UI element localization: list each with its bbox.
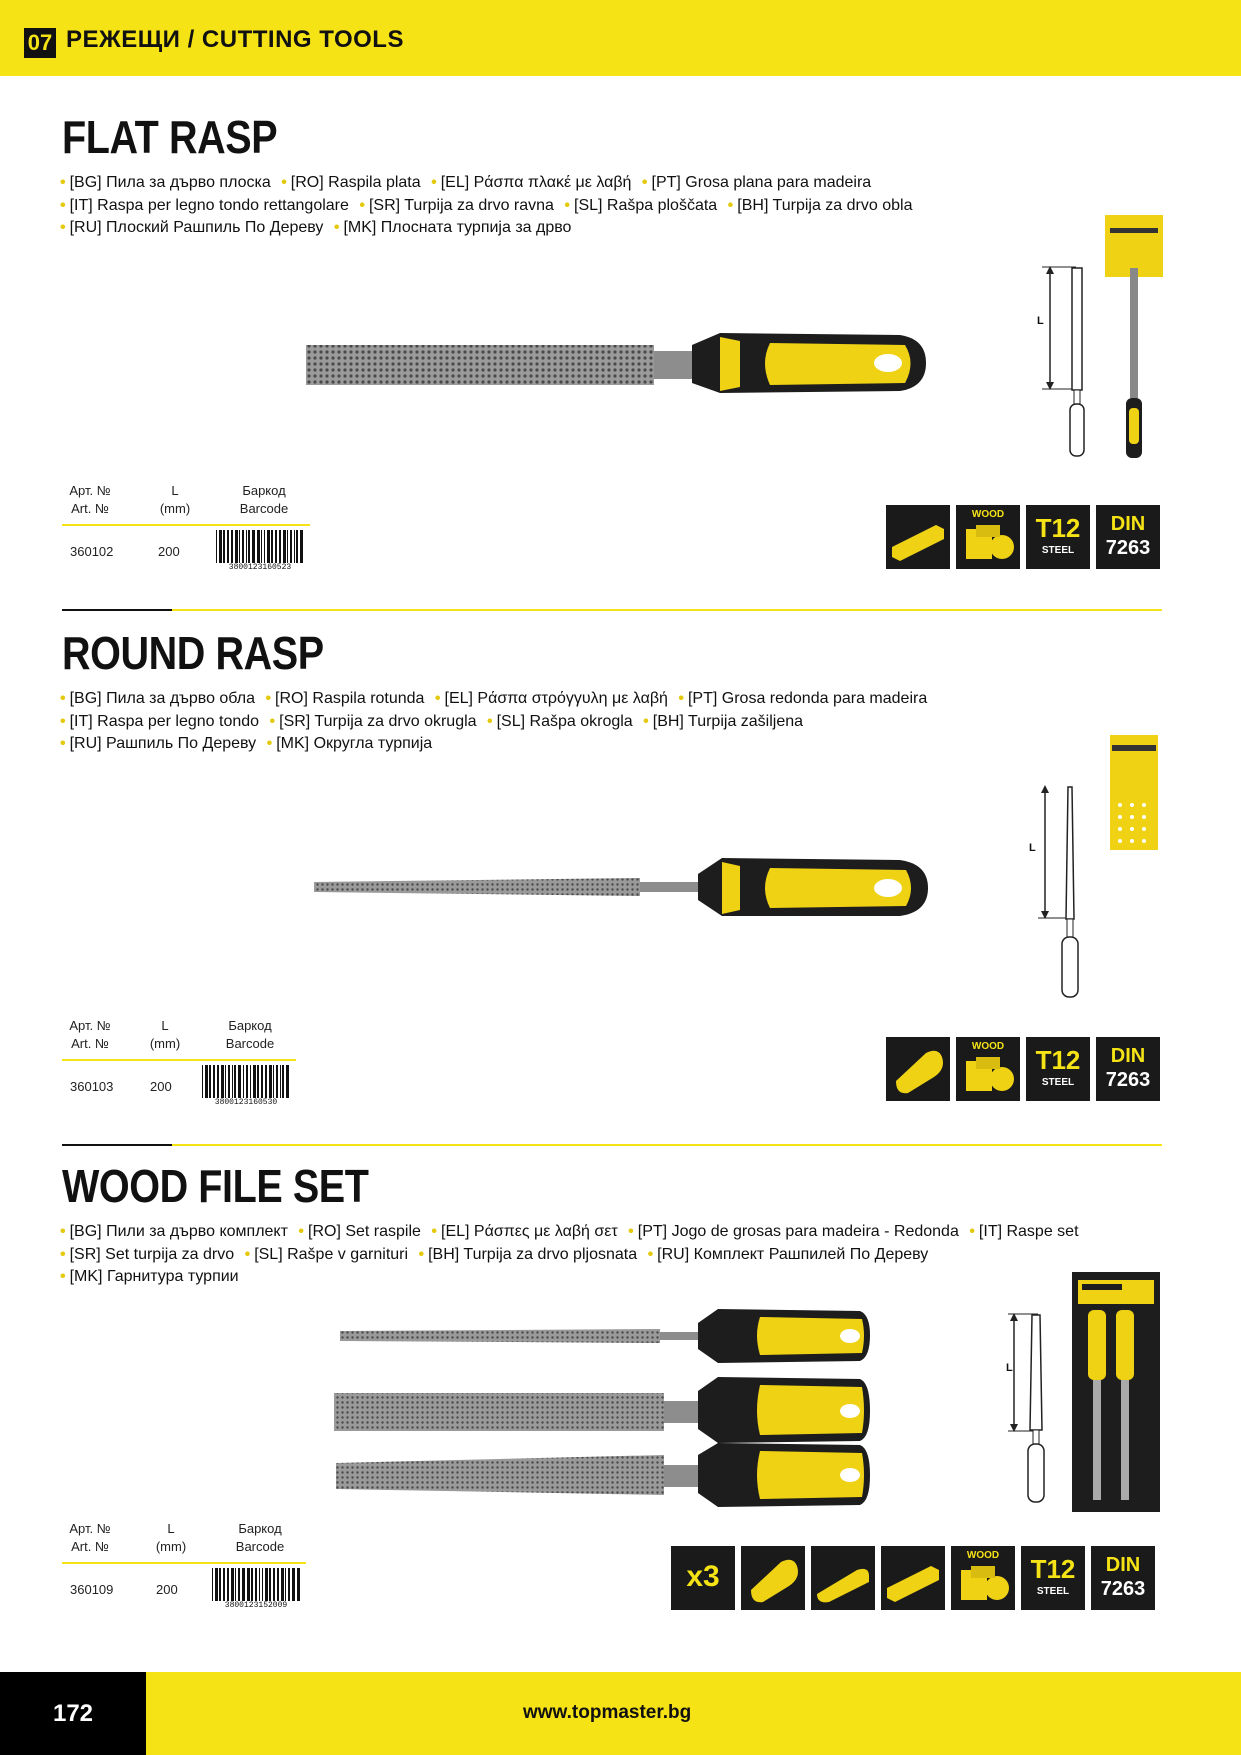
desc-item: • [SL] Rašpa ploščata	[564, 196, 718, 214]
wood-file-set-image	[330, 1305, 870, 1515]
chapter-number: 07	[24, 28, 56, 58]
spec-divider	[62, 524, 310, 526]
length-value: 200	[158, 544, 180, 559]
product-title: FLAT RASP	[62, 111, 278, 163]
barcode-bar	[282, 1065, 284, 1099]
barcode-bar	[264, 530, 265, 564]
barcode-bar	[227, 530, 229, 564]
barcode-bar	[287, 530, 288, 564]
barcode-header: Баркод Barcode	[225, 1018, 275, 1051]
barcode-bar	[288, 1568, 290, 1602]
barcode-bar	[239, 530, 240, 564]
round-shape-icon	[886, 1037, 950, 1101]
quantity-icon: x3	[671, 1546, 735, 1610]
barcode-bar	[271, 530, 273, 564]
barcode-bar	[280, 1065, 281, 1099]
desc-item: • [PT] Grosa plana para madeira	[641, 174, 872, 191]
article-number: 360109	[70, 1582, 114, 1597]
barcode-bar	[212, 1568, 213, 1602]
page-number: 172	[0, 1672, 146, 1755]
barcode-bar	[261, 1065, 263, 1099]
barcode-bar	[275, 530, 277, 564]
section-divider	[62, 1144, 1162, 1146]
length-header: L (mm)	[155, 1521, 187, 1554]
barcode-bar	[253, 1065, 256, 1099]
desc-item: • [EL] Ράσπες με λαβή σετ	[431, 1223, 618, 1240]
round-rasp-dimension-drawing	[1020, 725, 1180, 1015]
barcode-bar	[235, 1568, 236, 1602]
desc-item: • [SL] Rašpe v garnituri	[244, 1245, 409, 1263]
barcode-bar	[205, 1065, 208, 1099]
barcode-bar	[243, 1065, 244, 1099]
dimension-label: L	[1029, 842, 1036, 854]
product-title: ROUND RASP	[62, 627, 324, 679]
barcode-bar	[252, 530, 255, 564]
desc-item: • [BH] Turpija za drvo pljosnata	[418, 1245, 638, 1263]
desc-item: • [PT] Grosa redonda para madeira	[678, 690, 928, 707]
length-header: L (mm)	[159, 483, 191, 516]
barcode-bar	[251, 1568, 253, 1602]
barcode-bar	[292, 1568, 295, 1602]
din-standard-icon: DIN 7263	[1091, 1546, 1155, 1610]
barcode-bar	[242, 1568, 245, 1602]
barcode-bar	[261, 530, 262, 564]
barcode-bar	[265, 1065, 267, 1099]
barcode-bar	[231, 1568, 234, 1602]
desc-item: • [RU] Комплект Рашпилей По Дереву	[647, 1245, 929, 1263]
barcode-bar	[217, 1065, 219, 1099]
barcode-bar	[231, 530, 233, 564]
desc-item: • [BH] Turpija za drvo obla	[727, 196, 913, 214]
desc-item: • [MK] Плосната турпија за дрво	[333, 219, 572, 236]
section-divider	[62, 609, 1162, 611]
header-bar	[0, 0, 1241, 76]
desc-item: • [RO] Set raspile	[298, 1223, 421, 1240]
barcode-bar	[213, 1065, 215, 1099]
barcode-bar	[248, 530, 250, 564]
barcode-bar	[238, 1065, 241, 1099]
din-standard-icon: DIN 7263	[1096, 1037, 1160, 1101]
desc-item: • [EL] Ράσπα πλακέ με λαβή	[431, 174, 632, 191]
barcode-bar	[209, 1065, 211, 1099]
barcode-bar	[216, 530, 217, 564]
article-number: 360103	[70, 1079, 114, 1094]
desc-item: • [IT] Raspe set	[969, 1223, 1079, 1240]
barcode-bar	[219, 1568, 221, 1602]
desc-item: • [SR] Turpija za drvo ravna	[359, 196, 554, 214]
desc-item: • [BG] Пили за дърво комплект	[60, 1223, 288, 1240]
barcode-bar	[219, 530, 222, 564]
barcode-bar	[267, 530, 270, 564]
wood-material-icon: WOOD	[956, 505, 1020, 569]
barcode-bar	[297, 1568, 300, 1602]
length-value: 200	[150, 1079, 172, 1094]
desc-item: • [SL] Rašpa okrogla	[487, 712, 633, 730]
barcode-bar	[255, 1568, 257, 1602]
desc-item: • [RO] Raspila plata	[281, 174, 421, 191]
barcode-bar	[247, 1568, 250, 1602]
product-description	[60, 1221, 1160, 1289]
barcode-bar	[228, 1065, 230, 1099]
barcode-bar	[223, 530, 225, 564]
desc-item: • [EL] Ράσπα στρόγγυλη με λαβή	[434, 690, 668, 707]
barcode-bar	[283, 530, 286, 564]
barcode-bar	[257, 530, 260, 564]
barcode: 3800123160530	[198, 1065, 294, 1107]
wood-file-set-dimension-drawing	[996, 1270, 1166, 1520]
barcode-bar	[300, 530, 303, 564]
spec-divider	[62, 1562, 306, 1564]
barcode-bar	[242, 530, 244, 564]
desc-item: • [RO] Raspila rotunda	[265, 690, 425, 707]
desc-item: • [MK] Округла турпија	[266, 735, 433, 752]
barcode-bar	[269, 1065, 272, 1099]
dimension-label: L	[1006, 1362, 1013, 1374]
desc-item: • [SR] Set turpija za drvo	[60, 1245, 235, 1263]
desc-item: • [BG] Пила за дърво плоска	[60, 174, 271, 191]
desc-item: • [BH] Turpija zašiljena	[643, 712, 804, 730]
barcode-bar	[273, 1065, 274, 1099]
art-header: Арт. № Art. №	[69, 1018, 111, 1051]
desc-item: • [IT] Raspa per legno tondo rettangolare	[60, 196, 349, 214]
flat-shape-icon	[881, 1546, 945, 1610]
barcode-bar	[281, 1568, 284, 1602]
barcode-bar	[273, 1568, 275, 1602]
barcode-bar	[250, 1065, 251, 1099]
website-link[interactable]: www.topmaster.bg	[523, 1702, 692, 1723]
barcode-bar	[235, 530, 238, 564]
product-title: WOOD FILE SET	[62, 1160, 369, 1212]
barcode-bar	[234, 1065, 236, 1099]
barcode-bar	[296, 530, 298, 564]
barcode-bar	[279, 530, 281, 564]
barcode-bar	[202, 1065, 203, 1099]
barcode-bar	[286, 1065, 289, 1099]
barcode-bar	[257, 1065, 259, 1099]
barcode-bar	[221, 1065, 224, 1099]
barcode-bar	[276, 1065, 278, 1099]
din-standard-icon: DIN 7263	[1096, 505, 1160, 569]
barcode-bar	[238, 1568, 240, 1602]
art-header: Арт. № Art. №	[69, 1521, 111, 1554]
barcode: 3800123160523	[212, 530, 308, 572]
barcode: 3800123152009	[208, 1568, 304, 1610]
t12-steel-icon: T12 STEEL	[1026, 505, 1090, 569]
product-description	[60, 688, 960, 756]
half-round-shape-icon	[811, 1546, 875, 1610]
t12-steel-icon: T12 STEEL	[1026, 1037, 1090, 1101]
barcode-header: Баркод Barcode	[239, 483, 289, 516]
desc-item: • [RU] Рашпиль По Дереву	[60, 735, 257, 752]
barcode-bar	[277, 1568, 279, 1602]
barcode-bar	[285, 1568, 286, 1602]
flat-rasp-image	[300, 325, 930, 400]
barcode-bar	[265, 1568, 268, 1602]
flat-rasp-dimension-drawing	[1030, 210, 1180, 470]
t12-steel-icon: T12 STEEL	[1021, 1546, 1085, 1610]
product-description	[60, 172, 960, 240]
barcode-bar	[227, 1568, 229, 1602]
barcode-bar	[215, 1568, 218, 1602]
wood-material-icon: WOOD	[956, 1037, 1020, 1101]
wood-material-icon: WOOD	[951, 1546, 1015, 1610]
desc-item: • [BG] Пила за дърво обла	[60, 690, 255, 707]
barcode-bar	[290, 530, 292, 564]
desc-item: • [MK] Гарнитура турпии	[60, 1268, 239, 1285]
spec-divider	[62, 1059, 296, 1061]
flat-shape-icon	[886, 505, 950, 569]
barcode-bar	[246, 1065, 248, 1099]
barcode-bar	[259, 1568, 260, 1602]
barcode-bar	[294, 530, 295, 564]
desc-item: • [IT] Raspa per legno tondo	[60, 712, 260, 730]
dimension-label: L	[1037, 315, 1044, 327]
round-shape-icon	[741, 1546, 805, 1610]
barcode-bar	[223, 1568, 225, 1602]
barcode-bar	[246, 530, 247, 564]
barcode-header: Баркод Barcode	[235, 1521, 285, 1554]
desc-item: • [RU] Плоский Рашпиль По Дереву	[60, 219, 324, 236]
length-value: 200	[156, 1582, 178, 1597]
desc-item: • [PT] Jogo de grosas para madeira - Redonda	[628, 1223, 959, 1240]
barcode-bar	[262, 1568, 263, 1602]
barcode-bar	[269, 1568, 271, 1602]
article-number: 360102	[70, 544, 114, 559]
length-header: L (mm)	[149, 1018, 181, 1051]
round-rasp-image	[310, 852, 940, 922]
chapter-title: РЕЖЕЩИ / CUTTING TOOLS	[66, 26, 404, 53]
desc-item: • [SR] Turpija za drvo okrugla	[269, 712, 477, 730]
footer-bar	[0, 1672, 1241, 1755]
barcode-bar	[232, 1065, 233, 1099]
barcode-bar	[225, 1065, 226, 1099]
art-header: Арт. № Art. №	[69, 483, 111, 516]
